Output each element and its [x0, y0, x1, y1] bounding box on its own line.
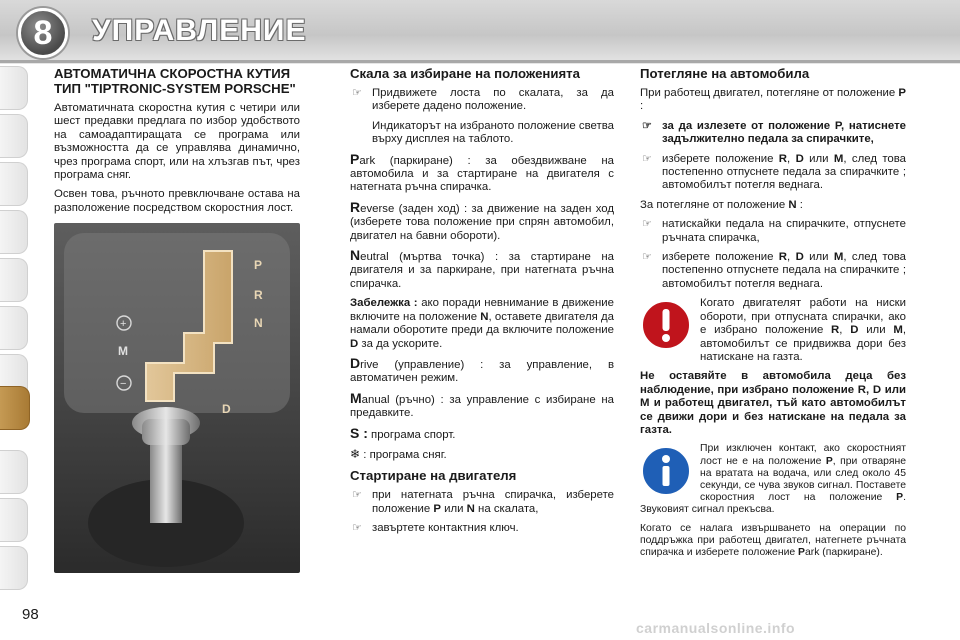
- section-title-start: Стартиране на двигателя: [350, 468, 517, 484]
- chapter-number-badge: 8: [18, 8, 68, 58]
- chapter-header: [0, 0, 960, 64]
- list-item-text: Придвижете лоста по скалата, за да изберете дадено положение.: [372, 87, 614, 113]
- warning-text: Когато двигателят работи на ниски обороти, при отпусната спирачки, ако е избрано положение R, D или M, автомобилът се придвижва дори без натискане на газта.: [700, 297, 906, 363]
- info-text: При изключен контакт, ако скоростният лост не е на положение P, при отваряне на вратата на водача, или след около 45 секунди, се чува звуков сигнал. Поставете скоростния лост на положение P. Звуковият сигнал прекъсва.: [640, 443, 906, 516]
- side-chapter-tabs: [0, 66, 30, 626]
- program-snow: ❄ : програма сняг.: [350, 446, 447, 461]
- header-divider: [0, 60, 960, 63]
- pointing-hand-icon: ☞: [352, 87, 362, 99]
- pointing-hand-icon: ☞: [642, 152, 652, 165]
- list-item: ☞ при натегната ръчна спирачка, изберете положение P или N на скалата,: [352, 489, 614, 515]
- chapter-tab[interactable]: [0, 114, 28, 158]
- position-text: eutral (мъртва точка) : за стартиране на двигателя и за паркиране, при натегната ръчна спирачка.: [350, 251, 614, 290]
- gate-label-plus: +: [120, 318, 127, 331]
- paragraph: Освен това, ръчното превключване остава на разположение посредством скоростния лост.: [54, 188, 300, 214]
- paragraph: Автоматичната скоростна кутия с четири или шест предавки предлага по избор удобството на самоадаптиращата се програма или възможността да се управлява динамично, чрез програма спорт, или на хлъзгав път, чрез програма сняг.: [54, 102, 300, 182]
- snowflake-icon: ❄: [350, 446, 361, 461]
- chapter-title: УПРАВЛЕНИЕ: [92, 14, 307, 47]
- list-item: ☞ завъртете контактния ключ.: [352, 522, 519, 535]
- gate-label-n: N: [254, 316, 263, 331]
- sport-label: S :: [350, 424, 368, 441]
- section-title-scale: Скала за избиране на положенията: [350, 66, 580, 81]
- position-reverse: [350, 198, 614, 243]
- chapter-tab[interactable]: [0, 306, 28, 350]
- pointing-hand-icon: ☞: [642, 251, 652, 264]
- gate-label-r: R: [254, 288, 263, 303]
- watermark: carmanualsonline.info: [636, 620, 796, 636]
- position-text: rive (управление) : за управление, в автоматичен режим.: [350, 358, 614, 385]
- position-drive: [350, 354, 614, 386]
- position-text: anual (ръчно) : за управление с избиране на предавките.: [350, 393, 614, 420]
- paragraph: За потегляне от положение N :: [640, 198, 803, 211]
- section-title-gearbox: АВТОМАТИЧНА СКОРОСТНА КУТИЯ ТИП "TIPTRONIC-SYSTEM PORSCHE": [54, 66, 296, 96]
- warning-block: [640, 297, 906, 364]
- position-letter: R: [350, 198, 361, 215]
- gate-label-p: P: [254, 258, 263, 273]
- chapter-tab[interactable]: [0, 258, 28, 302]
- gate-label-minus: −: [120, 378, 127, 391]
- maintenance-text: Когато се налага извършването на операции по поддръжка при работещ двигател, натегнете ръчната спирачка и изберете положение Park (паркиране).: [640, 522, 906, 558]
- section-title-moving-off: Потегляне на автомобила: [640, 66, 810, 81]
- column-right: [640, 66, 906, 565]
- program-sport: S : програма спорт.: [350, 424, 456, 441]
- chapter-tab-active[interactable]: [0, 386, 30, 430]
- chapter-tab[interactable]: [0, 162, 28, 206]
- position-neutral: [350, 249, 614, 291]
- chapter-tab[interactable]: [0, 66, 28, 110]
- info-block: [640, 443, 906, 516]
- page-number: 98: [22, 606, 39, 623]
- pointing-hand-icon: ☞: [642, 119, 652, 132]
- position-park: [350, 150, 614, 195]
- list-item: ☞ за да излезете от положение P, натиснете задължително педала за спирачките,: [642, 119, 906, 146]
- position-manual: [350, 389, 614, 421]
- list-item: ☞ изберете положение R, D или M, след това постепенно отпуснете педала на спирачките ; автомобилът потегля веднага.: [642, 251, 906, 290]
- paragraph: Индикаторът на избраното положение светва върху дисплея на таблото.: [372, 119, 614, 146]
- list-item: ☞ изберете положение R, D или M, след това постепенно отпуснете педала за спирачките ; автомобилът потегля веднага.: [642, 152, 906, 192]
- position-letter: N: [350, 247, 361, 264]
- list-item: [350, 87, 614, 114]
- pointing-hand-icon: ☞: [642, 218, 652, 231]
- chapter-tab[interactable]: [0, 498, 28, 542]
- gate-label-d: D: [222, 402, 231, 417]
- list-item: ☞ натискайки педала на спирачките, отпуснете ръчната спирачка,: [642, 218, 906, 244]
- chapter-tab[interactable]: [0, 210, 28, 254]
- warning-bold-text: Не оставяйте в автомобила деца без наблюдение, при избрано положение R, D или M и работещ двигател, тъй като автомобилът се движи дори и без натискане на педала за газта.: [640, 370, 906, 436]
- info-icon: [640, 445, 692, 497]
- note-label: Забележка :: [350, 297, 418, 310]
- position-letter: M: [350, 389, 362, 406]
- position-text: ark (паркиране) : за обездвижване на автомобила и за стартиране на двигателя с натегната ръчна спирачка.: [350, 154, 614, 194]
- warning-exclamation-icon: [640, 299, 692, 351]
- gate-label-m: M: [118, 344, 128, 359]
- pointing-hand-icon: ☞: [352, 489, 362, 502]
- paragraph: При работещ двигател, потегляне от положение P :: [640, 87, 906, 113]
- gear-selector-photo: [54, 223, 300, 573]
- chapter-tab[interactable]: [0, 450, 28, 494]
- pointing-hand-icon: ☞: [352, 522, 362, 535]
- gear-knob: [142, 419, 190, 445]
- chapter-tab[interactable]: [0, 546, 28, 590]
- column-left: [54, 66, 300, 573]
- column-middle: [350, 66, 614, 542]
- position-text: everse (заден ход) : за движение на заден ход (изберете това положение при спрян автомобил, двигател на бавни обороти).: [350, 202, 614, 242]
- position-letter: D: [350, 354, 361, 371]
- note-paragraph: Забележка : ако поради невнимание в движение включите на положение N, оставете двигателя да намали оборотите преди да включите положение D за да ускорите.: [350, 297, 615, 350]
- position-letter: P: [350, 150, 360, 167]
